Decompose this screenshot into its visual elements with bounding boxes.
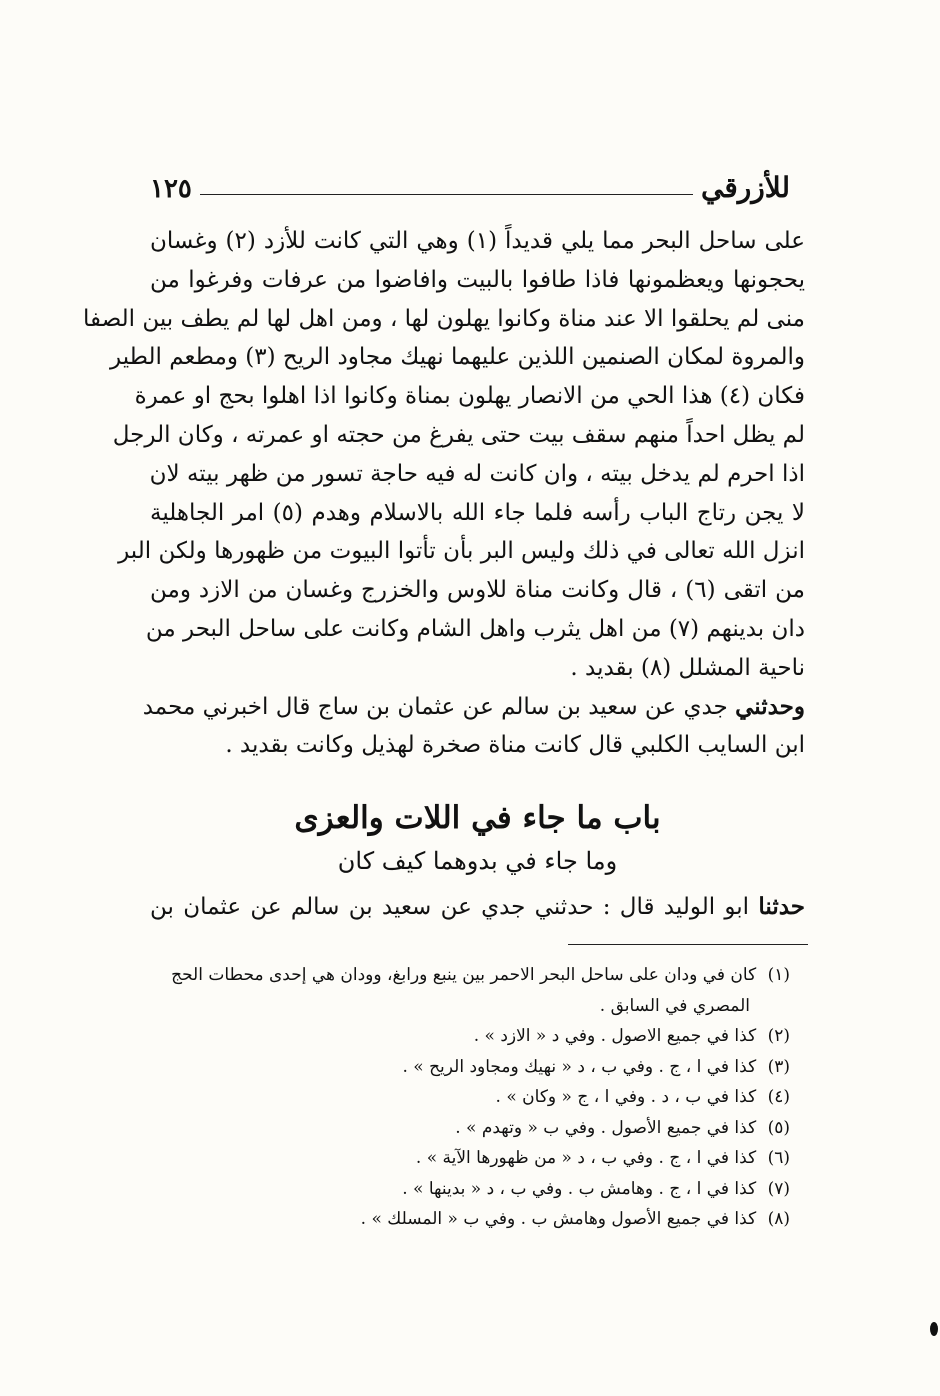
text-line: فكان (٤) هذا الحي من الانصار يهلون بمناة وكانوا اذا اهلوا بحج او عمرة <box>134 383 805 410</box>
text-line: اذا احرم لم يدخل بيته ، وان كانت له فيه حاجة تسور من ظهر بيته لان <box>149 460 805 487</box>
footnote-item <box>150 1052 790 1083</box>
footnote-number: (٧) <box>767 1178 790 1199</box>
page-number: ١٢٥ <box>150 174 192 204</box>
text-line: يحجونها ويعظمونها فاذا طافوا بالبيت وافاضوا من عرفات وفرغوا من <box>150 266 805 293</box>
scan-edge-mark <box>930 1322 938 1336</box>
footnote-number: (٨) <box>767 1209 790 1229</box>
footnote-item <box>150 1082 790 1113</box>
opening-text: ابو الوليد قال : حدثني جدي عن سعيد بن سالم عن عثمان بن <box>150 894 750 920</box>
text-line: ناحية المشلل (٨) بقديد . <box>570 654 805 681</box>
chapter-title: باب ما جاء في اللات والعزى <box>294 800 661 836</box>
footnote-number: (٣) <box>767 1056 790 1077</box>
footnote-number: (٥) <box>767 1117 790 1138</box>
footnote-text: كذا في ا ، ج . وفي ب ، د « من ظهورها الآية » . <box>415 1148 757 1168</box>
text-line: والمروة لمكان الصنمين اللذين عليهما نهيك مجاود الريح (٣) ومطعم الطير <box>110 344 805 371</box>
text-line: من اتقى (٦) ، قال وكانت مناة للاوس والخزرج وغسان من الازد ومن <box>150 577 805 604</box>
footnote-text: كذا في ا ، ج . وفي ب ، د « نهيك ومجاود الريح » . <box>402 1056 757 1077</box>
footnote-text: المصري في السابق . <box>599 995 750 1016</box>
footnote-item <box>150 1021 790 1052</box>
text-line: انزل الله تعالى في ذلك وليس البر بأن تأتوا البيوت من ظهورها ولكن البر <box>118 538 805 565</box>
text-line: لا يجن رتاج الباب رأسه فلما جاء الله بالاسلام وهدم (٥) امر الجاهلية <box>150 499 805 526</box>
paragraph-2-text: جدي عن سعيد بن سالم عن عثمان بن ساج قال اخبرني محمد <box>142 693 728 720</box>
opening-lead-word: حدثنا <box>758 893 806 920</box>
footnotes <box>150 960 790 1235</box>
text-line: على ساحل البحر مما يلي قديداً (١) وهي التي كانت للأزد (٢) وغسان <box>150 228 805 254</box>
footnote-number: (١) <box>767 965 790 985</box>
opening-line <box>150 888 805 927</box>
footnote-continuation <box>150 991 790 1022</box>
paragraph-2-line-2: ابن السايب الكلبي قال كانت مناة صخرة لهذيل وكانت بقديد . <box>225 732 805 759</box>
page-header <box>150 162 790 202</box>
running-title: للأزرقي <box>700 171 790 204</box>
chapter-heading <box>150 795 805 881</box>
footnote-divider <box>568 944 808 945</box>
paragraph-lead-word: وحدثني <box>735 692 805 720</box>
footnote-text: كذا في جميع الأصول . وفي ب « وتهدم » . <box>455 1117 757 1138</box>
footnote-item <box>150 1174 790 1205</box>
footnote-text: كان في ودان على ساحل البحر الاحمر بين ينبع ورابغ، وودان هي إحدى محطات الحج <box>171 965 757 985</box>
text-line: منى لم يحلقوا الا عند مناة وكانوا يهلون لها ، ومن اهل لها لم يطف بين الصفا <box>83 305 805 332</box>
footnote-text: كذا في جميع الأصول وهامش ب . وفي ب « المسلك » . <box>360 1209 757 1229</box>
footnote-number: (٢) <box>767 1026 790 1046</box>
paragraph-2-line-1 <box>142 688 805 727</box>
footnote-text: كذا في ا ، ج . وهامش ب . وفي ب ، د « بدينها » . <box>402 1178 757 1199</box>
header-rule <box>200 194 693 195</box>
footnote-item <box>150 960 790 991</box>
footnote-number: (٦) <box>767 1148 790 1168</box>
footnote-number: (٤) <box>767 1087 790 1107</box>
main-text <box>83 222 805 765</box>
chapter-subtitle: وما جاء في بدوهما كيف كان <box>337 847 618 875</box>
footnote-item <box>150 1143 790 1174</box>
text-line: لم يظل احداً منهم سقف بيت حتى يفرغ من حجته او عمرته ، وكان الرجل <box>112 421 805 448</box>
footnote-item <box>150 1113 790 1144</box>
footnote-text: كذا في ب ، د . وفي ا ، ج « وكان » . <box>495 1087 757 1107</box>
text-line: دان بدينهم (٧) من اهل يثرب واهل الشام وكانت على ساحل البحر من <box>145 615 805 642</box>
footnote-item <box>150 1204 790 1235</box>
footnote-text: كذا في جميع الاصول . وفي د « الازد » . <box>473 1026 757 1046</box>
chapter-opening <box>150 888 805 927</box>
